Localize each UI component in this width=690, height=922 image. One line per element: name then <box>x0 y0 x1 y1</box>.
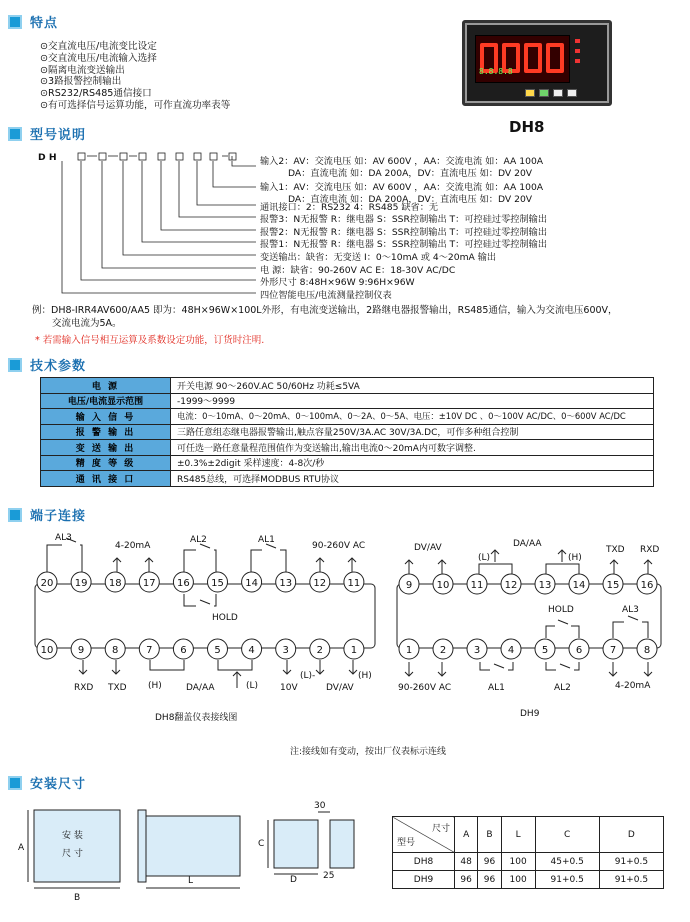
dh8-terminal-number: 1 <box>350 645 358 656</box>
model-line: 外形尺寸 8:48H×96W 9:96H×96W <box>260 277 415 288</box>
dim-cell: 91+0.5 <box>535 871 599 889</box>
model-line: DA：直流电流 如：DA 200A，DV：直流电压 如：DV 20V <box>288 168 533 179</box>
dh8-label-ac: 90-260V AC <box>312 541 366 551</box>
model-line: 输入2：AV：交流电压 如：AV 600V ，AA：交流电流 如：AA 100A <box>260 156 544 167</box>
table-row <box>41 393 654 409</box>
table-row <box>393 817 664 853</box>
dh8-terminal-number: 16 <box>177 578 190 589</box>
dh9-label-daaa: DA/AA <box>513 539 542 549</box>
section-marker-icon <box>8 127 22 141</box>
feature-item: ⊙RS232/RS485通信接口 <box>40 88 152 100</box>
dh8-label-10v: 10V <box>280 683 298 693</box>
dimension-table <box>392 816 664 889</box>
meter-digit <box>546 43 564 73</box>
dh9-label-al2: AL2 <box>554 683 571 693</box>
dim-b-label: B <box>74 893 81 903</box>
install-front-label-1: 安 装 <box>62 831 83 841</box>
dim-cell: 100 <box>501 871 535 889</box>
dh9-terminal-number: 7 <box>609 645 617 656</box>
meter-button <box>567 89 577 97</box>
dim-cell: 100 <box>501 853 535 871</box>
dh8-terminal-number: 14 <box>245 578 258 589</box>
dh9-terminal-number: 2 <box>439 645 447 656</box>
dim-cell: 96 <box>455 871 478 889</box>
spec-value: RS485总线，可选择MODBUS RTU协议 <box>171 471 654 487</box>
dh9-terminal-number: 16 <box>640 580 654 591</box>
feature-item: ⊙有可选择信号运算功能，可作直流功率表等 <box>40 99 231 111</box>
model-note: * 若需输入信号相互运算及系数设定功能，订货时注明. <box>35 335 265 346</box>
dh9-label-h: (H) <box>568 553 582 563</box>
spec-value: 三路任意组态继电器报警输出,触点容量250V/3A.AC 30V/3A.DC，可作多种组合控制 <box>171 424 654 440</box>
dh8-terminal-number: 18 <box>108 578 122 589</box>
dh8-label-lm: (L)- <box>300 671 316 681</box>
section-install: 安装尺寸 <box>8 773 86 792</box>
table-row <box>41 471 654 487</box>
section-specs: 技术参数 <box>8 355 86 374</box>
dh9-bottom-terminals <box>399 639 657 659</box>
table-row <box>41 409 654 425</box>
dim-cell: 91+0.5 <box>599 871 663 889</box>
dh9-terminal-number: 1 <box>405 645 413 656</box>
dim-25-label: 25 <box>323 871 335 881</box>
table-row <box>41 378 654 394</box>
model-code-lines <box>38 151 278 301</box>
dh8-label-hold: HOLD <box>212 613 238 623</box>
table-row <box>41 424 654 440</box>
dh8-terminal-number: 3 <box>282 645 289 656</box>
dh8-terminal-number: 2 <box>316 645 323 656</box>
dh8-terminal-number: 6 <box>180 645 187 656</box>
spec-value: -1999～9999 <box>171 393 654 409</box>
model-line: 四位智能电压/电流测量控制仪表 <box>260 290 392 301</box>
dh9-terminal-number: 10 <box>436 580 450 591</box>
meter-button <box>553 89 563 97</box>
dim-d-label: D <box>290 875 297 885</box>
dh8-bottom-terminals <box>37 639 364 659</box>
dh8-terminal-number: 5 <box>214 645 221 656</box>
dim-cell: 96 <box>478 853 501 871</box>
terminal-note: 注:接线如有变动，按出厂仪表标示连线 <box>290 747 447 757</box>
spec-key: 输 入 信 号 <box>41 409 171 425</box>
meter-caption: DH8 <box>509 118 545 136</box>
spec-key: 变 送 输 出 <box>41 440 171 456</box>
dh8-label-daaa: DA/AA <box>186 683 215 693</box>
model-example: 例：DH8-IRR4AV600/AA5 即为：48H×96W×100L外形，有电流变送输出，2路继电器报警输出，RS485通信，输入为交流电压600V， <box>32 305 618 316</box>
install-drawings <box>0 790 390 905</box>
dh9-label-ma: 4-20mA <box>615 681 651 691</box>
alarm-led <box>575 59 580 63</box>
dh9-label-al3: AL3 <box>622 605 639 615</box>
dim-l-label: L <box>188 876 194 886</box>
dim-header-cell: D <box>599 817 663 853</box>
dh9-label-txd: TXD <box>606 545 625 555</box>
dh8-terminal-number: 4 <box>248 645 255 656</box>
dh8-label-l: (L) <box>246 681 259 691</box>
dh8-label-ma: 4-20mA <box>115 541 151 551</box>
model-line: DA：直流电流 如：DA 200A，DV：直流电压 如：DV 20V <box>288 194 533 205</box>
section-features: 特点 <box>8 12 58 31</box>
terminal-diagrams <box>0 520 690 740</box>
spec-key: 通 讯 接 口 <box>41 471 171 487</box>
dh8-frame <box>35 584 661 648</box>
dh8-terminal-number: 10 <box>40 645 54 656</box>
spec-value: ±0.3%±2digit 采样速度：4-8次/秒 <box>171 455 654 471</box>
model-line: 报警2：N无报警 R：继电器 S：SSR控制输出 T：可控硅过零控制输出 <box>260 227 548 238</box>
dim-30-label: 30 <box>314 801 326 811</box>
dim-cell: 45+0.5 <box>535 853 599 871</box>
section-marker-icon <box>8 358 22 372</box>
dh9-label-al1: AL1 <box>488 683 505 693</box>
spec-key: 电 源 <box>41 378 171 394</box>
model-line: 变送输出：缺省：无变送 I：0～10mA 或 4～20mA 输出 <box>260 252 497 263</box>
dh8-terminal-number: 9 <box>77 645 85 656</box>
dh9-terminal-number: 5 <box>541 645 549 656</box>
dh8-caption: DH8翻盖仪表接线图 <box>155 713 238 723</box>
model-line: 报警3：N无报警 R：继电器 S：SSR控制输出 T：可控硅过零控制输出 <box>260 214 548 225</box>
dh8-label-rxd: RXD <box>74 683 94 693</box>
model-line: 输入1：AV：交流电压 如：AV 600V ，AA：交流电流 如：AA 100A <box>260 182 544 193</box>
dh9-caption: DH9 <box>520 709 540 719</box>
dh8-terminal-number: 13 <box>279 578 293 589</box>
section-marker-icon <box>8 776 22 790</box>
dh9-terminal-number: 6 <box>575 645 583 656</box>
feature-item: ⊙交直流电压/电流变比设定 <box>40 41 157 52</box>
dh9-label-ac: 90-260V AC <box>398 683 452 693</box>
dh8-label-dvav: DV/AV <box>326 683 354 693</box>
dim-header-cell: B <box>478 817 501 853</box>
model-line: 报警1：N无报警 R：继电器 S：SSR控制输出 T：可控硅过零控制输出 <box>260 239 548 250</box>
dim-cell: 96 <box>478 871 501 889</box>
feature-item: ⊙交直流电压/电流输入选择 <box>40 52 157 64</box>
model-line: 电 源：缺省：90-260V AC E：18-30V AC/DC <box>260 265 456 276</box>
dh9-terminal-number: 3 <box>473 645 481 656</box>
dim-cell: 48 <box>455 853 478 871</box>
dh8-terminal-number: 12 <box>313 578 327 589</box>
dim-header-model: 型号 <box>397 838 416 848</box>
dim-header-cell: C <box>535 817 599 853</box>
dh8-terminal-number: 15 <box>211 578 224 589</box>
meter-button <box>539 89 549 97</box>
section-marker-icon <box>8 15 22 29</box>
model-prefix: D H <box>38 152 57 163</box>
dim-cell: DH9 <box>393 871 455 889</box>
spec-value: 开关电源 90～260V.AC 50/60Hz 功耗≤5VA <box>171 378 654 394</box>
dh8-terminal-number: 8 <box>112 645 119 656</box>
dh9-terminal-number: 11 <box>470 580 484 591</box>
model-line: 通讯接口：2：RS232 4：RS485 缺省：无 <box>260 202 439 213</box>
dh9-terminal-number: 15 <box>606 580 620 591</box>
dim-c-label: C <box>258 839 265 849</box>
dh9-terminal-number: 9 <box>405 580 413 591</box>
dh8-label-al2: AL2 <box>190 535 207 545</box>
dh8-meter-image <box>462 20 612 106</box>
dh9-terminal-number: 13 <box>538 580 552 591</box>
dh9-label-dvav: DV/AV <box>414 543 442 553</box>
dh9-label-l: (L) <box>478 553 491 563</box>
dh8-terminal-number: 11 <box>347 578 361 589</box>
dh8-terminal-number: 20 <box>40 578 54 589</box>
dh9-terminal-number: 14 <box>572 580 586 591</box>
dh8-label-h: (H) <box>148 681 162 691</box>
dim-header-cell: A <box>455 817 478 853</box>
dim-cell: 91+0.5 <box>599 853 663 871</box>
alarm-led <box>575 49 580 53</box>
dh8-label-hp: (H) <box>358 671 372 681</box>
dh9-terminal-number: 8 <box>643 645 651 656</box>
table-row <box>393 853 664 871</box>
spec-key: 电压/电流显示范围 <box>41 393 171 409</box>
section-terminals: 端子连接 <box>8 505 86 524</box>
spec-key: 精 度 等 级 <box>41 455 171 471</box>
table-row <box>393 871 664 889</box>
table-row <box>41 440 654 456</box>
spec-key: 报 警 输 出 <box>41 424 171 440</box>
table-row <box>41 455 654 471</box>
feature-item: ⊙隔离电流变送输出 <box>40 64 125 76</box>
features-list <box>40 41 230 112</box>
dh8-terminal-number: 7 <box>146 645 153 656</box>
dh8-terminal-number: 17 <box>142 578 156 589</box>
meter-button <box>525 89 535 97</box>
meter-small-display: 8.8.8.8 <box>479 67 513 76</box>
dim-header-corner <box>393 817 455 853</box>
dh9-terminal-number: 4 <box>507 645 515 656</box>
dh9-label-rxd: RXD <box>640 545 660 555</box>
spec-value: 可任选一路任意量程范围值作为变送输出,输出电流0～20mA内可数字调整. <box>171 440 654 456</box>
meter-digit <box>524 43 542 73</box>
feature-item: ⊙3路报警控制输出 <box>40 76 122 88</box>
dh8-label-txd: TXD <box>108 683 127 693</box>
dh8-label-al3: AL3 <box>55 533 72 543</box>
alarm-led <box>575 39 580 43</box>
dim-header-cell: L <box>501 817 535 853</box>
dim-a-label: A <box>18 843 25 853</box>
dh8-terminal-number: 19 <box>74 578 88 589</box>
model-example-2: 交流电流为5A。 <box>52 318 122 329</box>
dh9-terminal-number: 12 <box>504 580 518 591</box>
section-model: 型号说明 <box>8 124 86 143</box>
dim-cell: DH8 <box>393 853 455 871</box>
spec-table <box>40 377 654 487</box>
dim-header-size: 尺寸 <box>431 824 450 834</box>
spec-value: 电流：0～10mA、0～20mA、0～100mA、0～2A、0～5A、电压：±10V DC 、0～100V AC/DC、0～600V AC/DC <box>171 409 654 425</box>
dh9-label-hold: HOLD <box>548 605 574 615</box>
dh8-top-terminals <box>37 572 364 592</box>
dh8-label-al1: AL1 <box>258 535 275 545</box>
install-front-label-2: 尺 寸 <box>62 849 83 859</box>
